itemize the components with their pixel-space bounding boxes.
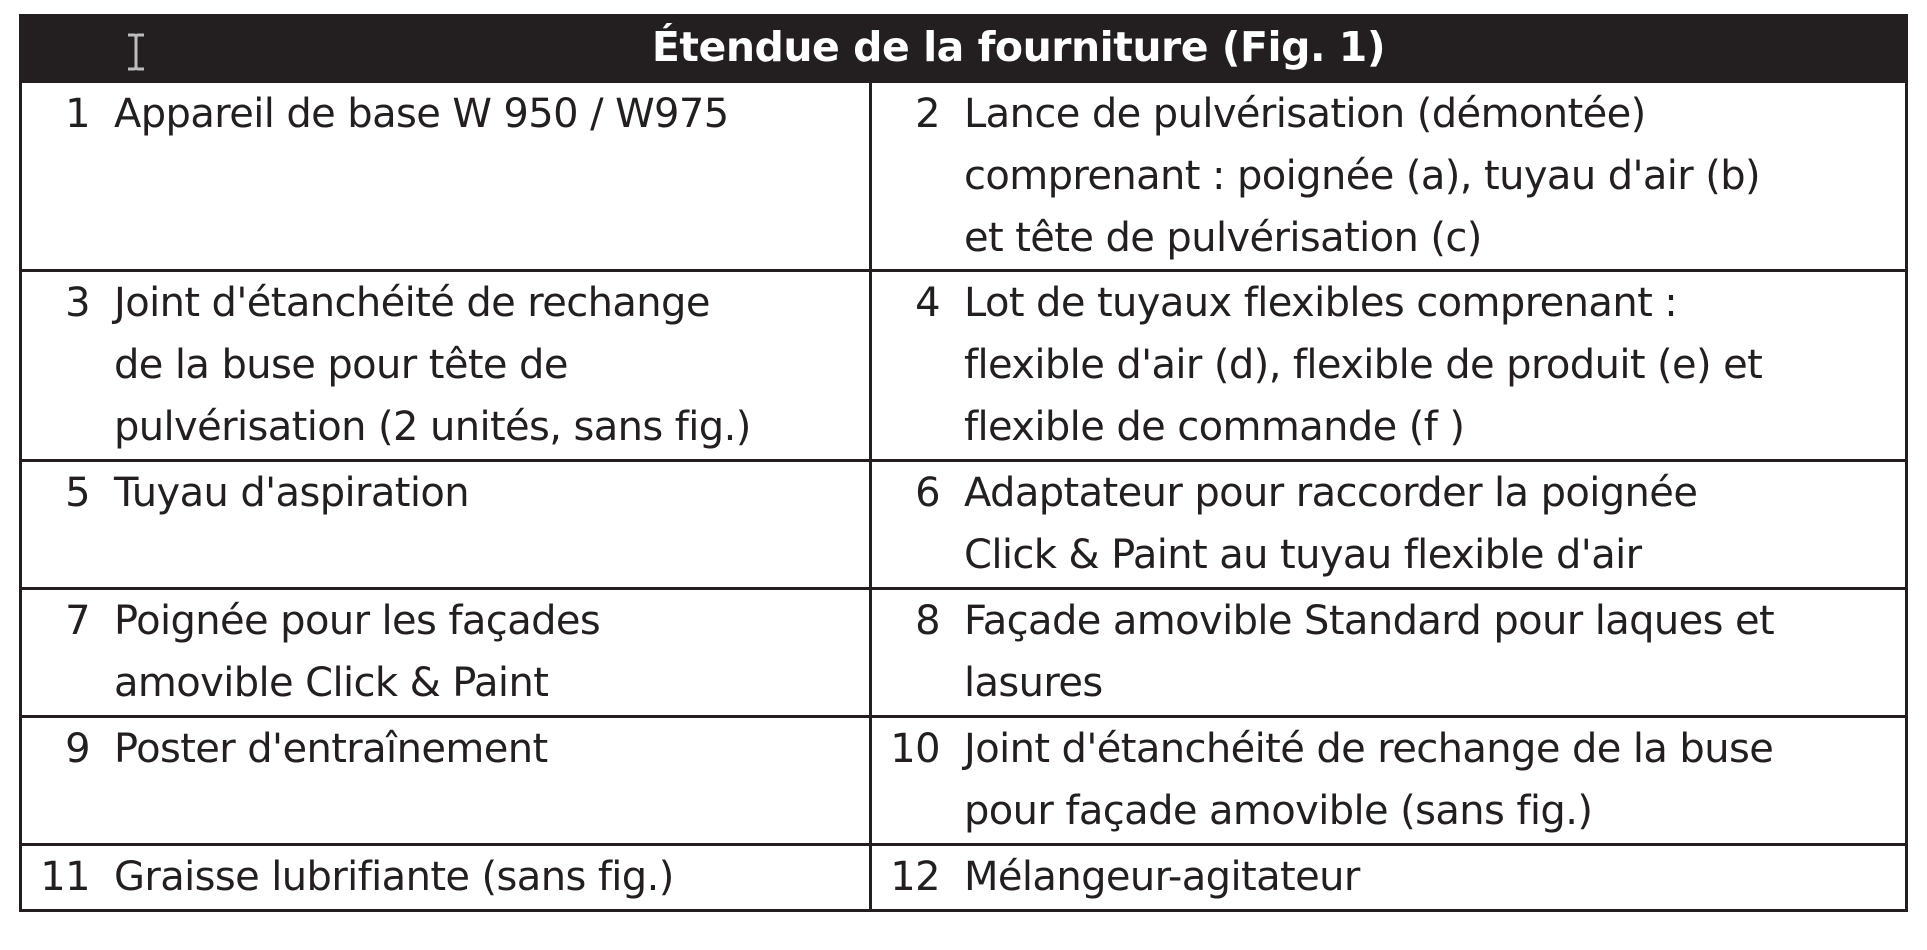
- table-row: [21, 717, 1907, 845]
- item-number: 8: [915, 598, 940, 644]
- table-title: Étendue de la fourniture (Fig. 1): [651, 23, 1386, 71]
- item-cell: [21, 717, 871, 845]
- item-cell: [871, 461, 1907, 589]
- item-cell: [871, 271, 1907, 461]
- table-row: [21, 461, 1907, 589]
- item-cell: [871, 82, 1907, 271]
- item-cell: [21, 461, 871, 589]
- table-row: [21, 82, 1907, 271]
- item-number: 5: [65, 470, 90, 516]
- item-cell: [21, 82, 871, 271]
- item-cell: [21, 845, 871, 911]
- item-description: Graisse lubrifiante (sans fig.): [114, 854, 674, 900]
- item-description: Lot de tuyaux flexibles comprenant : flexible d'air (d), flexible de produit (e) et flexible de commande (f ): [964, 280, 1763, 450]
- item-number: 11: [40, 854, 90, 900]
- item-description: Tuyau d'aspiration: [114, 470, 469, 516]
- item-number: 9: [65, 726, 90, 772]
- item-number: 3: [65, 280, 90, 326]
- item-cell: [21, 271, 871, 461]
- item-description: Poignée pour les façades amovible Click & Paint: [114, 598, 601, 706]
- table-header: [19, 14, 1908, 80]
- item-number: 2: [915, 91, 940, 137]
- text-cursor-icon: [125, 32, 147, 72]
- item-description: Joint d'étanchéité de rechange de la buse pour tête de pulvérisation (2 unités, sans fig.): [114, 280, 751, 450]
- item-description: Lance de pulvérisation (démontée) comprenant : poignée (a), tuyau d'air (b) et tête de pulvérisation (c): [964, 91, 1761, 261]
- item-description: Adaptateur pour raccorder la poignée Click & Paint au tuyau flexible d'air: [964, 470, 1698, 578]
- item-cell: [21, 589, 871, 717]
- item-description: Appareil de base W 950 / W975: [114, 91, 729, 137]
- item-number: 1: [65, 91, 90, 137]
- item-cell: [871, 589, 1907, 717]
- item-cell: [871, 717, 1907, 845]
- item-number: 10: [890, 726, 940, 772]
- items-table: [19, 80, 1908, 912]
- item-description: Façade amovible Standard pour laques et lasures: [964, 598, 1775, 706]
- item-number: 4: [915, 280, 940, 326]
- delivery-scope-table: [19, 14, 1908, 912]
- table-row: [21, 589, 1907, 717]
- item-description: Mélangeur-agitateur: [964, 854, 1360, 900]
- item-number: 12: [890, 854, 940, 900]
- item-description: Poster d'entraînement: [114, 726, 548, 772]
- item-number: 7: [65, 598, 90, 644]
- table-row: [21, 271, 1907, 461]
- item-description: Joint d'étanchéité de rechange de la buse pour façade amovible (sans fig.): [964, 726, 1774, 834]
- table-row: [21, 845, 1907, 911]
- item-number: 6: [915, 470, 940, 516]
- item-cell: [871, 845, 1907, 911]
